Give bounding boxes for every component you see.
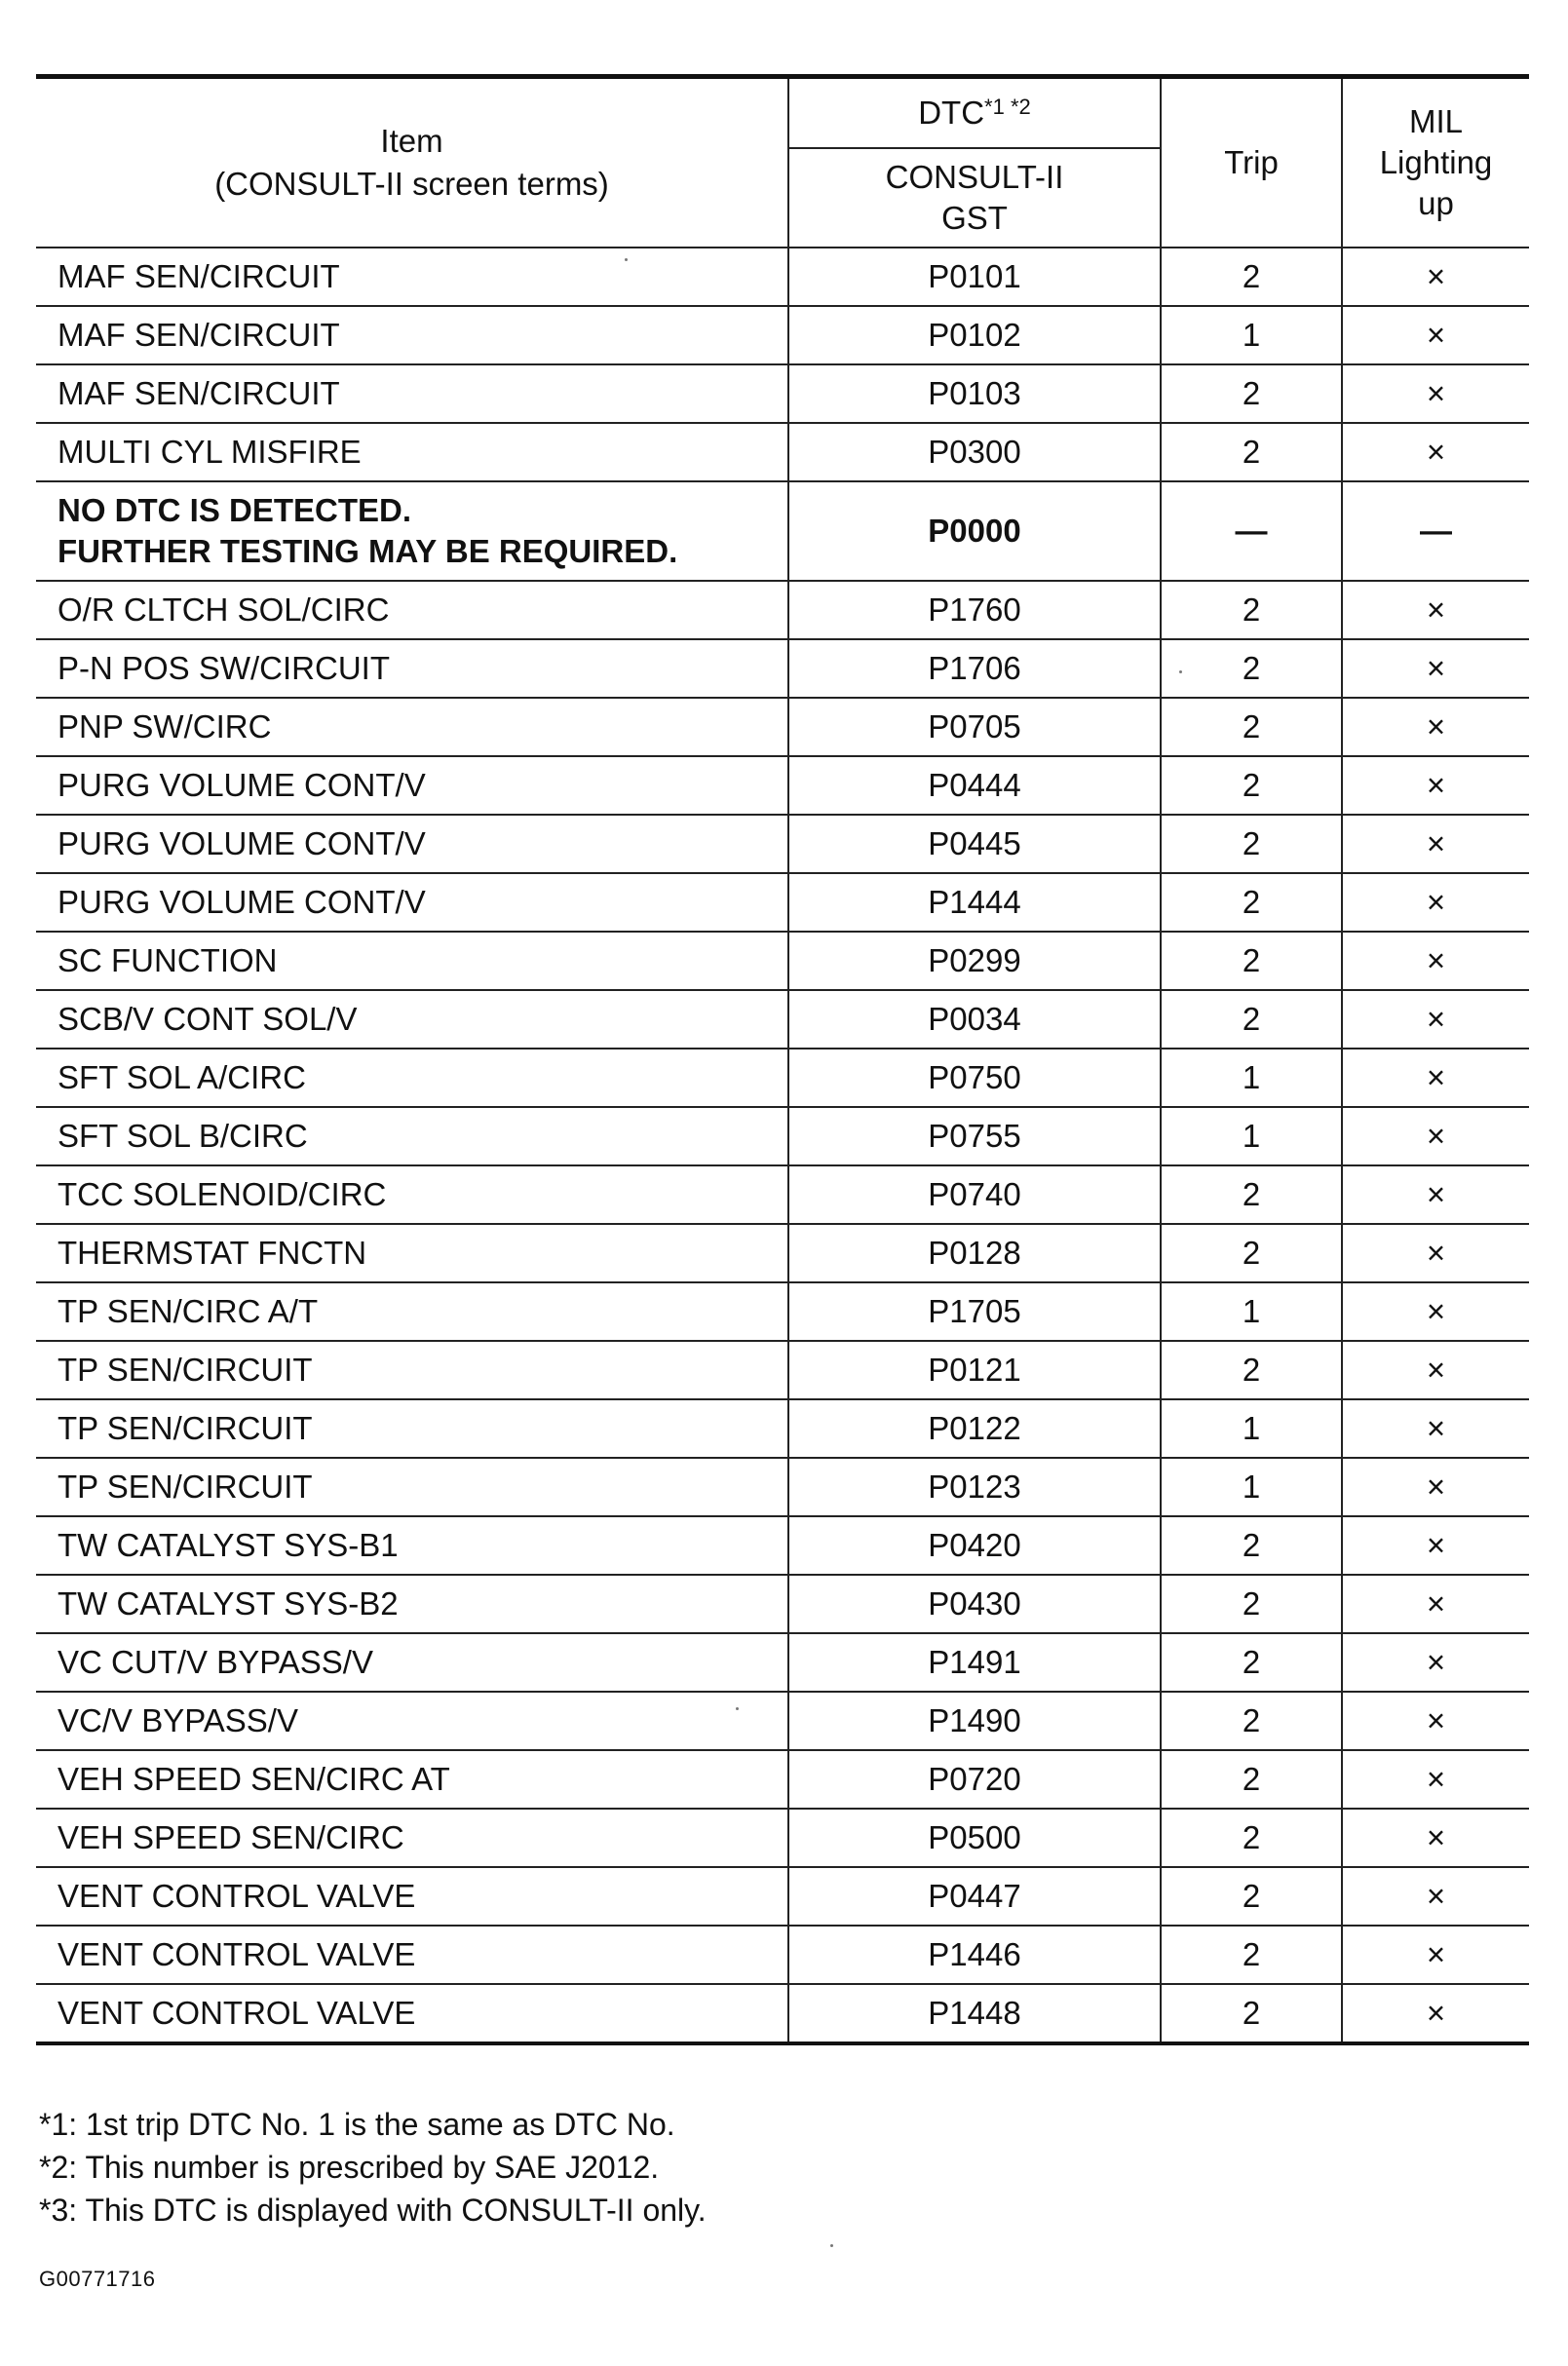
- cell-dtc: P0705: [788, 698, 1161, 756]
- cell-mil: ×: [1342, 990, 1529, 1049]
- cell-dtc: P0299: [788, 932, 1161, 990]
- cell-item: SFT SOL A/CIRC: [36, 1049, 788, 1107]
- cell-dtc: P0447: [788, 1867, 1161, 1926]
- cell-dtc: P0500: [788, 1809, 1161, 1867]
- header-consult-line2: GST: [941, 200, 1008, 236]
- cell-mil: ×: [1342, 1107, 1529, 1165]
- header-consult-gst: [788, 148, 1161, 248]
- cell-dtc: P0720: [788, 1750, 1161, 1809]
- cell-item: SCB/V CONT SOL/V: [36, 990, 788, 1049]
- cell-mil: ×: [1342, 1633, 1529, 1692]
- cell-item-line: NO DTC IS DETECTED.: [57, 492, 412, 528]
- table-row: [36, 1399, 1529, 1458]
- cell-item: VENT CONTROL VALVE: [36, 1984, 788, 2043]
- table-row: [36, 1458, 1529, 1516]
- cell-dtc: P0420: [788, 1516, 1161, 1575]
- scan-speck: [625, 258, 628, 261]
- dtc-table: [36, 74, 1529, 2045]
- header-item-line2: (CONSULT-II screen terms): [214, 166, 609, 202]
- table-row: [36, 1575, 1529, 1633]
- cell-mil: ×: [1342, 1165, 1529, 1224]
- cell-trip: 2: [1161, 1341, 1342, 1399]
- table-row: [36, 1282, 1529, 1341]
- table-row: [36, 815, 1529, 873]
- cell-trip: 1: [1161, 306, 1342, 364]
- footnotes: [39, 2103, 1501, 2232]
- cell-trip: 1: [1161, 1107, 1342, 1165]
- cell-item: P-N POS SW/CIRCUIT: [36, 639, 788, 698]
- table-row: [36, 639, 1529, 698]
- table-row: [36, 932, 1529, 990]
- cell-mil: ×: [1342, 423, 1529, 481]
- table-row: [36, 698, 1529, 756]
- cell-item: [36, 481, 788, 581]
- cell-trip: 2: [1161, 815, 1342, 873]
- cell-item: MULTI CYL MISFIRE: [36, 423, 788, 481]
- footnote-3: *3: This DTC is displayed with CONSULT-II only.: [39, 2193, 707, 2228]
- cell-item: TP SEN/CIRCUIT: [36, 1341, 788, 1399]
- cell-mil: ×: [1342, 248, 1529, 306]
- cell-mil: ×: [1342, 1750, 1529, 1809]
- cell-dtc: P0430: [788, 1575, 1161, 1633]
- table-row: [36, 1049, 1529, 1107]
- cell-trip: 2: [1161, 1165, 1342, 1224]
- cell-trip: 1: [1161, 1282, 1342, 1341]
- table-row: [36, 364, 1529, 423]
- cell-item: TW CATALYST SYS-B2: [36, 1575, 788, 1633]
- cell-mil: ×: [1342, 1516, 1529, 1575]
- cell-mil: ×: [1342, 1224, 1529, 1282]
- header-item-line1: Item: [380, 123, 443, 159]
- cell-trip: 1: [1161, 1458, 1342, 1516]
- cell-dtc: P0102: [788, 306, 1161, 364]
- cell-mil: ×: [1342, 1049, 1529, 1107]
- cell-mil: ×: [1342, 1692, 1529, 1750]
- cell-item: VENT CONTROL VALVE: [36, 1867, 788, 1926]
- cell-item: O/R CLTCH SOL/CIRC: [36, 581, 788, 639]
- header-dtc-footnote-marks: *1 *2: [984, 95, 1031, 119]
- cell-trip: 2: [1161, 1750, 1342, 1809]
- cell-item: PURG VOLUME CONT/V: [36, 873, 788, 932]
- table-row: [36, 1809, 1529, 1867]
- cell-trip: 1: [1161, 1399, 1342, 1458]
- header-mil-line2: Lighting: [1379, 144, 1493, 180]
- cell-dtc: P0000: [788, 481, 1161, 581]
- footnote-1: *1: 1st trip DTC No. 1 is the same as DTC No.: [39, 2107, 675, 2142]
- document-id: G00771716: [39, 2267, 156, 2291]
- table-row: [36, 1341, 1529, 1399]
- cell-mil: ×: [1342, 1399, 1529, 1458]
- cell-item: SC FUNCTION: [36, 932, 788, 990]
- cell-dtc: P0101: [788, 248, 1161, 306]
- header-mil: [1342, 77, 1529, 248]
- cell-trip: 2: [1161, 990, 1342, 1049]
- cell-trip: 2: [1161, 1809, 1342, 1867]
- cell-dtc: P1706: [788, 639, 1161, 698]
- cell-item: MAF SEN/CIRCUIT: [36, 306, 788, 364]
- cell-mil: ×: [1342, 1341, 1529, 1399]
- cell-trip: 1: [1161, 1049, 1342, 1107]
- table-row: [36, 423, 1529, 481]
- cell-mil: ×: [1342, 1809, 1529, 1867]
- footnote-2: *2: This number is prescribed by SAE J2012.: [39, 2150, 660, 2185]
- cell-trip: 2: [1161, 1516, 1342, 1575]
- header-trip: Trip: [1161, 77, 1342, 248]
- cell-item: PNP SW/CIRC: [36, 698, 788, 756]
- cell-dtc: P0121: [788, 1341, 1161, 1399]
- cell-item-line: FURTHER TESTING MAY BE REQUIRED.: [57, 533, 678, 569]
- cell-mil: ×: [1342, 815, 1529, 873]
- cell-trip: 2: [1161, 364, 1342, 423]
- table-body: [36, 248, 1529, 2043]
- cell-dtc: P0300: [788, 423, 1161, 481]
- cell-dtc: P0122: [788, 1399, 1161, 1458]
- table-row: [36, 756, 1529, 815]
- scan-speck: [830, 2244, 833, 2247]
- header-dtc-label: DTC: [918, 95, 985, 131]
- scan-speck: [1179, 670, 1182, 673]
- table-row: [36, 1224, 1529, 1282]
- table-row: [36, 1750, 1529, 1809]
- cell-dtc: P1490: [788, 1692, 1161, 1750]
- cell-trip: 2: [1161, 756, 1342, 815]
- cell-mil: ×: [1342, 639, 1529, 698]
- table-row: [36, 306, 1529, 364]
- cell-trip: 2: [1161, 873, 1342, 932]
- cell-item: PURG VOLUME CONT/V: [36, 815, 788, 873]
- cell-item: MAF SEN/CIRCUIT: [36, 248, 788, 306]
- cell-item: VEH SPEED SEN/CIRC: [36, 1809, 788, 1867]
- cell-mil: ×: [1342, 873, 1529, 932]
- table-row: [36, 581, 1529, 639]
- cell-trip: 2: [1161, 1867, 1342, 1926]
- cell-trip: 2: [1161, 1984, 1342, 2043]
- table-row: [36, 1867, 1529, 1926]
- cell-mil: ×: [1342, 932, 1529, 990]
- cell-trip: —: [1161, 481, 1342, 581]
- cell-dtc: P0755: [788, 1107, 1161, 1165]
- cell-item: TP SEN/CIRCUIT: [36, 1458, 788, 1516]
- cell-mil: —: [1342, 481, 1529, 581]
- cell-trip: 2: [1161, 581, 1342, 639]
- cell-item: VC/V BYPASS/V: [36, 1692, 788, 1750]
- table-row: [36, 1516, 1529, 1575]
- table-row: [36, 990, 1529, 1049]
- cell-trip: 2: [1161, 1692, 1342, 1750]
- cell-item: TCC SOLENOID/CIRC: [36, 1165, 788, 1224]
- table-row: [36, 1984, 1529, 2043]
- cell-mil: ×: [1342, 306, 1529, 364]
- cell-item: VENT CONTROL VALVE: [36, 1926, 788, 1984]
- cell-trip: 2: [1161, 248, 1342, 306]
- cell-mil: ×: [1342, 698, 1529, 756]
- cell-dtc: P0103: [788, 364, 1161, 423]
- cell-dtc: P0750: [788, 1049, 1161, 1107]
- header-item: [36, 77, 788, 248]
- cell-mil: ×: [1342, 756, 1529, 815]
- cell-dtc: P0128: [788, 1224, 1161, 1282]
- cell-mil: ×: [1342, 1575, 1529, 1633]
- cell-trip: 2: [1161, 932, 1342, 990]
- cell-dtc: P1448: [788, 1984, 1161, 2043]
- header-mil-line1: MIL: [1408, 103, 1463, 139]
- cell-dtc: P0740: [788, 1165, 1161, 1224]
- cell-mil: ×: [1342, 1458, 1529, 1516]
- cell-mil: ×: [1342, 581, 1529, 639]
- table-row: [36, 1165, 1529, 1224]
- cell-dtc: P0445: [788, 815, 1161, 873]
- cell-trip: 2: [1161, 1575, 1342, 1633]
- header-mil-line3: up: [1418, 185, 1454, 221]
- cell-mil: ×: [1342, 1926, 1529, 1984]
- cell-dtc: P1760: [788, 581, 1161, 639]
- cell-item: SFT SOL B/CIRC: [36, 1107, 788, 1165]
- cell-item: TP SEN/CIRC A/T: [36, 1282, 788, 1341]
- table-row: [36, 1692, 1529, 1750]
- cell-dtc: P0123: [788, 1458, 1161, 1516]
- table-row: [36, 1107, 1529, 1165]
- cell-dtc: P0034: [788, 990, 1161, 1049]
- cell-mil: ×: [1342, 1867, 1529, 1926]
- header-consult-line1: CONSULT-II: [885, 159, 1064, 195]
- cell-item: TW CATALYST SYS-B1: [36, 1516, 788, 1575]
- cell-item: VEH SPEED SEN/CIRC AT: [36, 1750, 788, 1809]
- table-row: [36, 248, 1529, 306]
- cell-mil: ×: [1342, 364, 1529, 423]
- cell-item: THERMSTAT FNCTN: [36, 1224, 788, 1282]
- cell-item: MAF SEN/CIRCUIT: [36, 364, 788, 423]
- cell-mil: ×: [1342, 1984, 1529, 2043]
- cell-trip: 2: [1161, 1926, 1342, 1984]
- cell-trip: 2: [1161, 423, 1342, 481]
- cell-trip: 2: [1161, 698, 1342, 756]
- cell-dtc: P0444: [788, 756, 1161, 815]
- header-dtc: [788, 77, 1161, 149]
- cell-trip: 2: [1161, 639, 1342, 698]
- cell-item: VC CUT/V BYPASS/V: [36, 1633, 788, 1692]
- cell-trip: 2: [1161, 1633, 1342, 1692]
- table-row: [36, 1926, 1529, 1984]
- cell-mil: ×: [1342, 1282, 1529, 1341]
- cell-dtc: P1491: [788, 1633, 1161, 1692]
- cell-dtc: P1446: [788, 1926, 1161, 1984]
- cell-item: PURG VOLUME CONT/V: [36, 756, 788, 815]
- cell-item: TP SEN/CIRCUIT: [36, 1399, 788, 1458]
- cell-dtc: P1705: [788, 1282, 1161, 1341]
- table-row: [36, 481, 1529, 581]
- scan-speck: [736, 1707, 739, 1710]
- table-row: [36, 1633, 1529, 1692]
- table-row: [36, 873, 1529, 932]
- cell-dtc: P1444: [788, 873, 1161, 932]
- cell-trip: 2: [1161, 1224, 1342, 1282]
